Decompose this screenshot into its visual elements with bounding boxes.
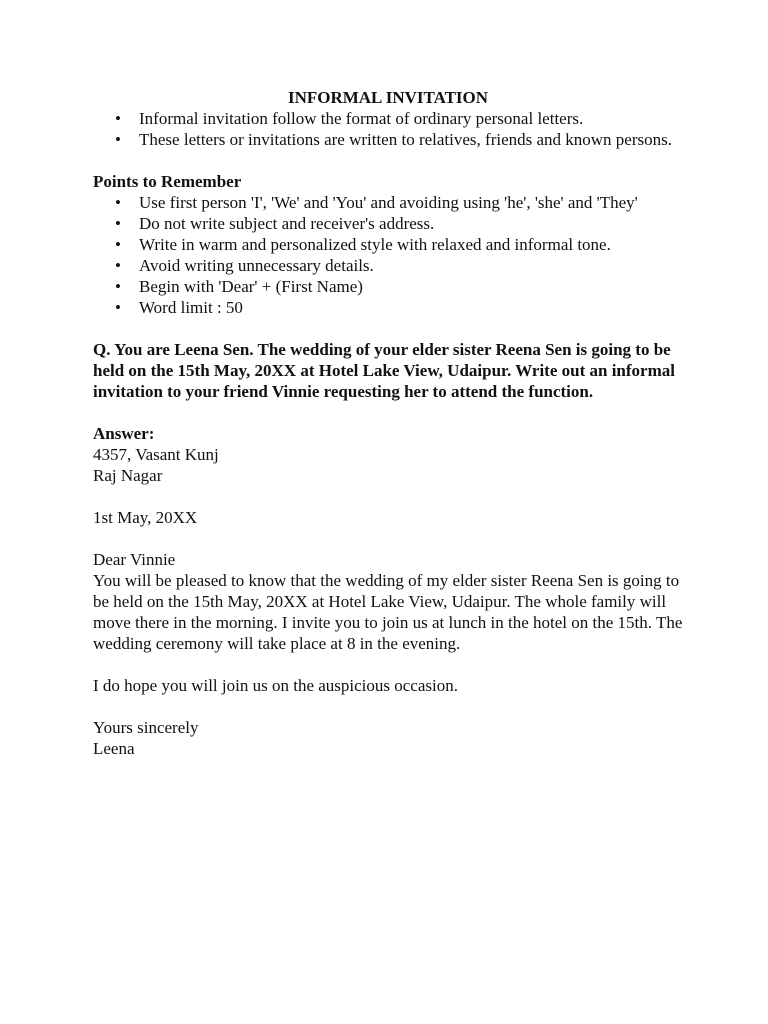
bullet-text: Do not write subject and receiver's address.: [139, 214, 435, 233]
closing-paragraph: I do hope you will join us on the auspicious occasion.: [93, 676, 458, 695]
intro-bullet-list: [93, 108, 683, 150]
letter-body: You will be pleased to know that the wedding of my elder sister Reena Sen is going to be held on the 15th May, 20XX at Hotel Lake View, Udaipur. The whole family will move there in the morning. I invite you to join us at lunch in the hotel on the 15th. The wedding ceremony will take place at 8 in the evening.: [93, 571, 683, 653]
points-bullet-list: [93, 192, 683, 318]
list-item: [93, 255, 683, 276]
list-item: [93, 108, 683, 129]
bullet-icon: •: [115, 214, 121, 233]
bullet-text: Write in warm and personalized style with relaxed and informal tone.: [139, 235, 611, 254]
bullet-icon: •: [115, 109, 121, 128]
spacer: [93, 486, 683, 507]
salutation: Dear Vinnie: [93, 550, 176, 569]
bullet-icon: •: [115, 235, 121, 254]
bullet-icon: •: [115, 277, 121, 296]
bullet-text: These letters or invitations are written to relatives, friends and known persons.: [139, 130, 672, 149]
spacer: [93, 402, 683, 423]
bullet-text: Informal invitation follow the format of ordinary personal letters.: [139, 109, 584, 128]
list-item: [93, 276, 683, 297]
letter-date: 1st May, 20XX: [93, 508, 198, 527]
spacer: [93, 150, 683, 171]
spacer: [93, 528, 683, 549]
document-title: INFORMAL INVITATION: [287, 88, 489, 107]
address-line-1: 4357, Vasant Kunj: [93, 445, 219, 464]
address-line-2: Raj Nagar: [93, 466, 163, 485]
question-text: Q. You are Leena Sen. The wedding of your elder sister Reena Sen is going to be held on the 15th May, 20XX at Hotel Lake View, Udaipur. Write out an informal invitation to your friend Vinnie requesting her to attend the function.: [93, 340, 675, 401]
points-heading: Points to Remember: [93, 172, 242, 191]
bullet-icon: •: [115, 130, 121, 149]
bullet-text: Avoid writing unnecessary details.: [139, 256, 374, 275]
spacer: [93, 696, 683, 717]
document-page: [93, 87, 683, 759]
list-item: [93, 234, 683, 255]
bullet-text: Begin with 'Dear' + (First Name): [139, 277, 363, 296]
list-item: [93, 297, 683, 318]
spacer: [93, 318, 683, 339]
spacer: [93, 654, 683, 675]
bullet-icon: •: [115, 256, 121, 275]
bullet-text: Use first person 'I', 'We' and 'You' and avoiding using 'he', 'she' and 'They': [139, 193, 638, 212]
bullet-icon: •: [115, 298, 121, 317]
signature: Leena: [93, 739, 135, 758]
bullet-text: Word limit : 50: [139, 298, 243, 317]
answer-label: Answer:: [93, 424, 155, 443]
list-item: [93, 213, 683, 234]
list-item: [93, 192, 683, 213]
list-item: [93, 129, 683, 150]
bullet-icon: •: [115, 193, 121, 212]
sign-off: Yours sincerely: [93, 718, 199, 737]
